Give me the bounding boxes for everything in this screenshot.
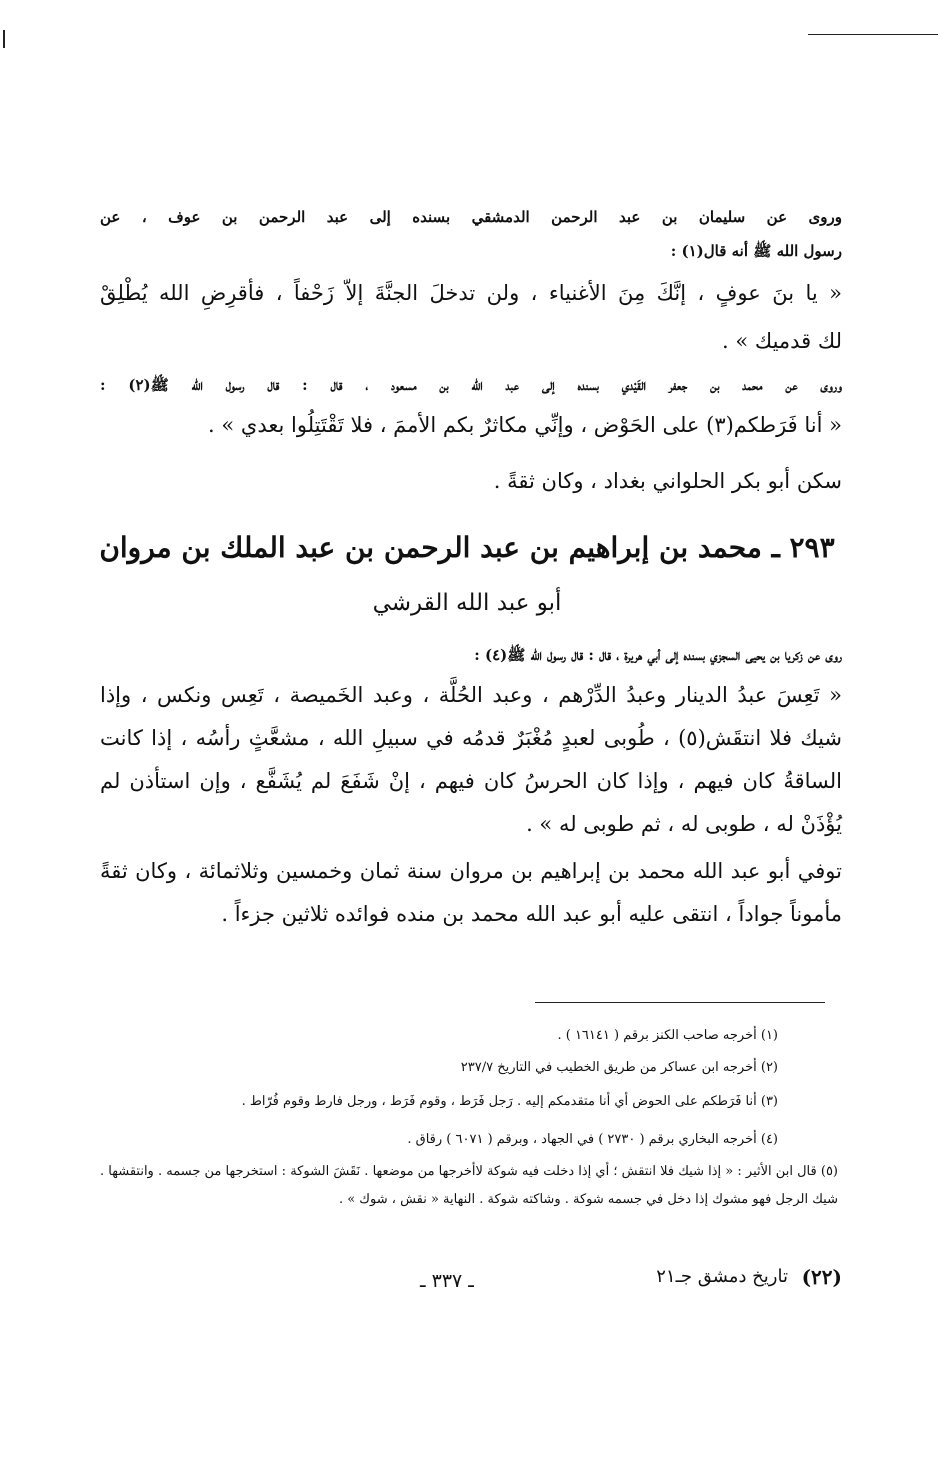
footnote-2: (٢) أخرجه ابن عساكر من طريق الخطيب في التاريخ ٢٣٧/٧ — [460, 1060, 778, 1075]
footer-part-number: (٢٢) — [801, 1265, 842, 1289]
footnote-separator — [535, 1002, 825, 1003]
para2-note: سكن أبو بكر الحلواني بغداد ، وكان ثقةً . — [493, 469, 842, 493]
scan-edge-mark — [3, 30, 5, 48]
scan-edge-line — [808, 34, 938, 35]
para3-intro: روى عن زكريا بن يحيى السجزي بسنده إلى أبي هريرة ، قال : قال رسول الله ﷺ(٤) : — [474, 646, 842, 664]
para1-line1: وروى عن سليمان بن عبد الرحمن الدمشقي بسنده إلى عبد الرحمن بن عوف ، عن — [100, 208, 842, 226]
para1-line2: رسول الله ﷺ أنه قال(١) : — [670, 242, 842, 260]
para2-intro: وروى عن محمد بن جعفر القَيْدي بسنده إلى عبد الله بن مسعود ، قال : قال رسول الله ﷺ(٢) : — [100, 376, 843, 394]
para1-quote-line2: لك قدميك » . — [722, 329, 842, 353]
footnote-4: (٤) أخرجه البخاري برقم ( ٢٧٣٠ ) في الجهاد ، وبرقم ( ٦٠٧١ ) رقاق . — [407, 1132, 778, 1147]
entry-subtitle: أبو عبد الله القرشي — [372, 590, 562, 616]
footnote-5: (٥) قال ابن الأثير : « إذا شيك فلا انتقش ؛ أي إذا دخلت فيه شوكة لاأخرجها من موضعها . نَقَشَ الشوكة : استخرجها من جسمه . وانتقشها . شيك الرجل فهو مشوك إذا دخل في جسمه شوكة . وشاكته شوكة . النهاية « نقش ، شوك » . — [100, 1164, 838, 1207]
entry-title: ٢٩٣ ـ محمد بن إبراهيم بن عبد الرحمن بن عبد الملك بن مروان — [99, 531, 835, 564]
para4-text: توفي أبو عبد الله محمد بن إبراهيم بن مروان سنة ثمان وخمسين وثلاثمائة ، وكان ثقةً مأموناً جواداً ، انتقى عليه أبو عبد الله محمد بن منده فوائده ثلاثين جزءاً . — [100, 859, 842, 926]
footnote-3: (٣) أنا فَرَطكم على الحوض أي أنا متقدمكم إليه . رَجل فَرَط ، وقوم فَرَط ، ورجل فارط وقوم فُرّاط . — [241, 1094, 778, 1109]
page-number: ـ ٣٣٧ ـ — [420, 1270, 474, 1292]
para1-quote-line1: « يا بنَ عوفٍ ، إنَّكَ مِنَ الأغنياء ، ولن تدخلَ الجنَّةَ إلاّ زَحْفاً ، فأقرِضِ الله يُطْلِقْ — [100, 281, 842, 305]
footer-book-title: تاريخ دمشق جـ٢١ — [656, 1266, 788, 1287]
para2-quote: « أنا فَرَطكم(٣) على الحَوْض ، وإنِّي مكاثرٌ بكم الأممَ ، فلا تَقْتَتِلُوا بعدي » . — [208, 413, 842, 437]
para3-quote: « تَعِسَ عبدُ الدينار وعبدُ الدِّرْهم ، وعبد الحُلَّة ، وعبد الخَميصة ، تَعِس ونكس ، وإذا شيك فلا انتقَش(٥) ، طُوبى لعبدٍ مُغْبَرٌ قدمُه في سبيلِ الله ، مشعَّثٍ رأسُه ، إذا كانت الساقةُ كان فيهم ، وإذا كان الحرسُ كان فيهم ، إنْ شَفَعَ لم يُشَفَّع ، وإن استأذن لم يُؤْذَنْ له ، طوبى له ، ثم طوبى له » . — [100, 683, 843, 836]
footnote-1: (١) أخرجه صاحب الكنز برقم ( ١٦١٤١ ) . — [557, 1028, 778, 1043]
